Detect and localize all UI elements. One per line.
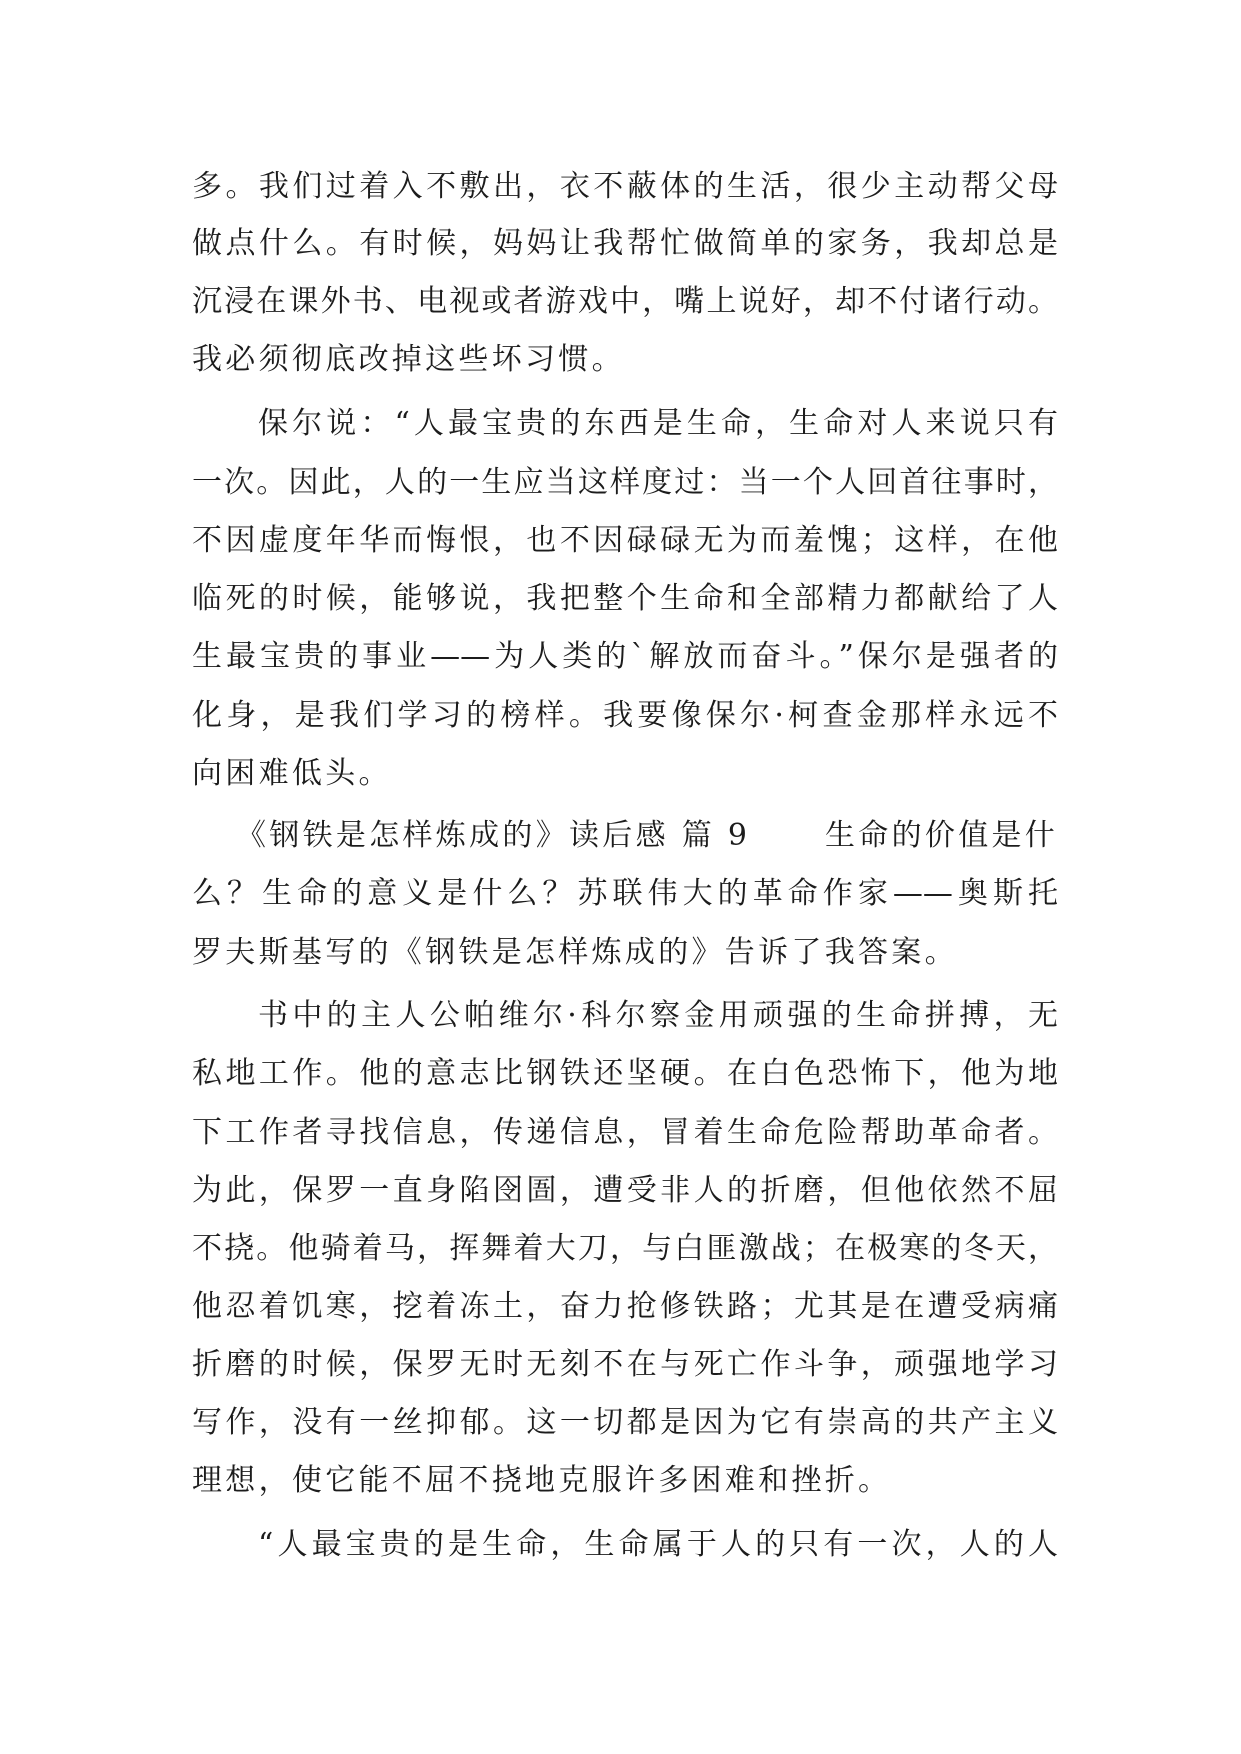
essay-heading: 《钢铁是怎样炼成的》读后感 篇 9	[236, 818, 751, 853]
text-line: 保尔说：“人最宝贵的东西是生命，生命对人来说只有	[258, 406, 1058, 441]
text-line: 多。我们过着入不敷出，衣不蔽体的生活，很少主动帮父母	[192, 169, 1058, 204]
text-line: 不挠。他骑着马，挥舞着大刀，与白匪激战；在极寒的冬天，	[192, 1231, 1058, 1266]
text-line: 书中的主人公帕维尔·科尔察金用顽强的生命拼搏，无	[258, 998, 1058, 1033]
text-line: 理想，使它能不屈不挠地克服许多困难和挫折。	[192, 1463, 892, 1498]
text-line: 罗夫斯基写的《钢铁是怎样炼成的》告诉了我答案。	[192, 935, 958, 970]
text-line: 沉浸在课外书、电视或者游戏中，嘴上说好，却不付诸行动。	[192, 284, 1058, 319]
text-line: 做点什么。有时候，妈妈让我帮忙做简单的家务，我却总是	[192, 226, 1058, 261]
text-line: 不因虚度年华而悔恨，也不因碌碌无为而羞愧；这样，在他	[192, 523, 1058, 558]
text-line: 临死的时候，能够说，我把整个生命和全部精力都献给了人	[192, 581, 1058, 616]
text-line: 一次。因此，人的一生应当这样度过：当一个人回首往事时，	[192, 465, 1058, 500]
text-line: 化身，是我们学习的榜样。我要像保尔·柯查金那样永远不	[192, 698, 1058, 733]
text-line: 下工作者寻找信息，传递信息，冒着生命危险帮助革命者。	[192, 1115, 1058, 1150]
text-line: “人最宝贵的是生命，生命属于人的只有一次，人的人	[258, 1527, 1058, 1562]
text-line: 写作，没有一丝抑郁。这一切都是因为它有崇高的共产主义	[192, 1405, 1058, 1440]
text-line: 折磨的时候，保罗无时无刻不在与死亡作斗争，顽强地学习	[192, 1347, 1058, 1382]
text-line: 么？生命的意义是什么？苏联伟大的革命作家——奥斯托	[192, 876, 1058, 911]
text-line: 他忍着饥寒，挖着冻土，奋力抢修铁路；尤其是在遭受病痛	[192, 1289, 1058, 1324]
text-line: 为此，保罗一直身陷囹圄，遭受非人的折磨，但他依然不屈	[192, 1173, 1058, 1208]
text-line: 私地工作。他的意志比钢铁还坚硬。在白色恐怖下，他为地	[192, 1056, 1058, 1091]
text-line: 生最宝贵的事业——为人类的`解放而奋斗。”保尔是强者的	[192, 639, 1058, 674]
text-line: 我必须彻底改掉这些坏习惯。	[192, 342, 625, 377]
text-line: 向困难低头。	[192, 756, 392, 791]
text-line: 生命的价值是什	[825, 818, 1059, 853]
